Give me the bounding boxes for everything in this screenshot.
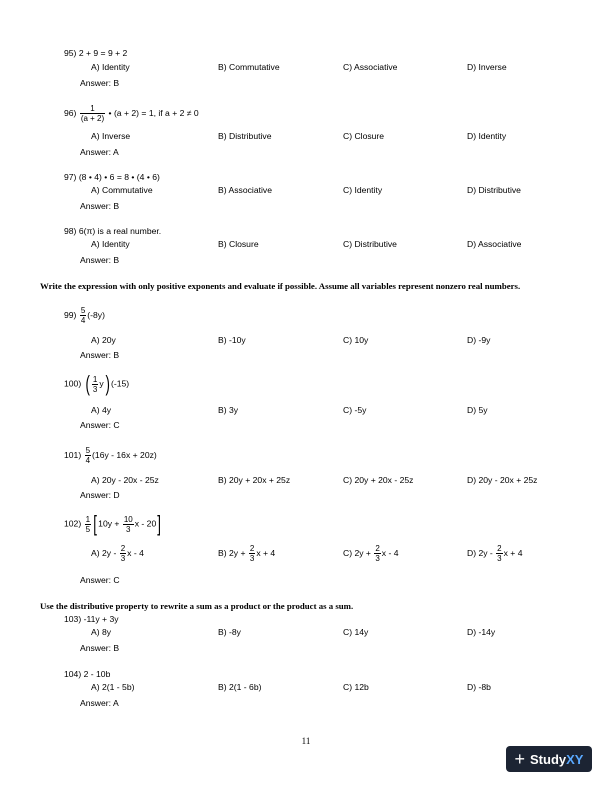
- section-instructions: Write the expression with only positive exponents and evaluate if possible. Assume all variables represent nonzero real numbers.: [40, 281, 521, 291]
- answer: Answer: B: [80, 78, 120, 88]
- question-stem: 2 + 9 = 9 + 2: [78, 48, 128, 58]
- option-d: D) -9y: [467, 335, 491, 345]
- fraction: [120, 544, 126, 563]
- option-d: D) Distributive: [467, 185, 521, 195]
- answer: Answer: C: [80, 575, 120, 585]
- close-bracket: ]: [157, 511, 162, 536]
- numerator: 5: [80, 306, 86, 315]
- option-b: B) 2(1 - 6b): [218, 682, 262, 692]
- question-95: [64, 48, 127, 59]
- option-c: C) 20y + 20x - 25z: [343, 475, 414, 485]
- numerator: 2: [249, 544, 255, 553]
- question-101: [64, 446, 157, 465]
- option-d: [467, 544, 523, 563]
- denominator: 4: [80, 316, 86, 325]
- question-104: [64, 669, 110, 680]
- option-text: x - 4: [127, 547, 144, 558]
- option-d: D) -8b: [467, 682, 491, 692]
- question-stem: (8 • 4) • 6 = 8 • (4 • 6): [78, 172, 160, 182]
- option-b: B) -10y: [218, 335, 246, 345]
- option-a: A) Inverse: [91, 131, 131, 141]
- option-b: B) Distributive: [218, 131, 272, 141]
- open-paren: (: [85, 371, 90, 396]
- option-b: B) 3y: [218, 405, 239, 415]
- question-98: [64, 226, 161, 237]
- option-a: A) Commutative: [91, 185, 153, 195]
- numerator: 2: [497, 544, 502, 553]
- fraction: [92, 375, 98, 394]
- option-text: A) 2y -: [91, 547, 117, 558]
- numerator: 5: [85, 446, 91, 455]
- option-text: B) 2y +: [218, 547, 246, 558]
- option-d: D) -14y: [467, 627, 496, 637]
- fraction: [249, 544, 255, 563]
- question-number: 102): [64, 518, 82, 529]
- option-a: A) 20y - 20x - 25z: [91, 475, 159, 485]
- denominator: (a + 2): [80, 114, 105, 123]
- option-text: x - 4: [381, 547, 399, 558]
- question-number: 104): [64, 669, 82, 679]
- option-d: D) 5y: [467, 405, 488, 415]
- option-c: C) 14y: [343, 627, 369, 637]
- option-b: B) Commutative: [218, 62, 280, 72]
- option-a: [91, 544, 144, 563]
- question-stem: y: [99, 378, 104, 389]
- question-number: 101): [64, 449, 82, 460]
- denominator: 3: [497, 554, 502, 563]
- option-b: B) Associative: [218, 185, 272, 195]
- option-c: C) Identity: [343, 185, 383, 195]
- option-a: A) 8y: [91, 627, 112, 637]
- denominator: 5: [85, 524, 91, 534]
- question-stem: 10y +: [98, 518, 120, 529]
- denominator: 3: [375, 554, 380, 563]
- question-103: [64, 614, 119, 625]
- plus-icon: +: [514, 749, 526, 769]
- answer: Answer: B: [80, 350, 120, 360]
- question-stem: -11y + 3y: [83, 614, 119, 624]
- question-number: 103): [64, 614, 82, 624]
- option-a: A) 4y: [91, 405, 112, 415]
- question-stem: • (a + 2) = 1, if a + 2 ≠ 0: [108, 107, 199, 118]
- option-c: [343, 544, 399, 563]
- fraction: [496, 544, 502, 563]
- fraction: [85, 446, 91, 465]
- fraction: [85, 515, 91, 534]
- question-stem: 6(π) is a real number.: [78, 226, 162, 236]
- question-96: [64, 104, 199, 123]
- fraction: [123, 515, 134, 534]
- denominator: 3: [126, 524, 131, 534]
- answer: Answer: B: [80, 201, 120, 211]
- answer: Answer: A: [80, 147, 119, 157]
- studyxy-badge[interactable]: [506, 746, 592, 772]
- brand-main: Study: [530, 751, 567, 767]
- option-c: C) -5y: [343, 405, 367, 415]
- option-b: [218, 544, 275, 563]
- option-c: C) Closure: [343, 131, 385, 141]
- question-stem: (-15): [111, 378, 130, 389]
- option-text: x + 4: [503, 547, 523, 558]
- option-a: A) Identity: [91, 62, 130, 72]
- page-number: 11: [301, 736, 311, 746]
- option-d: D) Inverse: [467, 62, 507, 72]
- question-number: 98): [64, 226, 77, 236]
- question-100: [64, 371, 130, 396]
- option-a: A) 2(1 - 5b): [91, 682, 135, 692]
- option-b: B) 20y + 20x + 25z: [218, 475, 291, 485]
- option-text: D) 2y -: [467, 547, 493, 558]
- question-stem: x - 20: [134, 518, 157, 529]
- question-stem: (-8y): [87, 309, 105, 320]
- fraction: [374, 544, 380, 563]
- brand-accent: XY: [566, 751, 584, 767]
- question-number: 97): [64, 172, 77, 182]
- option-text: x + 4: [256, 547, 276, 558]
- numerator: 1: [80, 104, 105, 114]
- option-text: C) 2y +: [343, 547, 371, 558]
- fraction: [80, 104, 105, 123]
- denominator: 3: [249, 554, 255, 563]
- numerator: 10: [123, 514, 133, 524]
- option-d: D) Associative: [467, 239, 522, 249]
- option-c: C) Associative: [343, 62, 398, 72]
- numerator: 2: [375, 544, 380, 553]
- option-b: B) Closure: [218, 239, 259, 249]
- open-bracket: [: [93, 511, 97, 536]
- option-c: C) Distributive: [343, 239, 397, 249]
- question-102: [64, 511, 162, 536]
- question-number: 96): [64, 107, 77, 118]
- numerator: 1: [92, 374, 98, 384]
- option-d: D) 20y - 20x + 25z: [467, 475, 538, 485]
- question-stem: (16y - 16x + 20z): [92, 449, 157, 460]
- close-paren: ): [105, 371, 110, 396]
- option-c: C) 10y: [343, 335, 369, 345]
- numerator: 1: [85, 514, 91, 524]
- answer: Answer: A: [80, 698, 119, 708]
- question-99: [64, 306, 105, 325]
- answer: Answer: B: [80, 643, 120, 653]
- option-b: B) -8y: [218, 627, 241, 637]
- denominator: 3: [92, 384, 98, 394]
- denominator: 3: [120, 554, 126, 563]
- question-stem: 2 - 10b: [83, 669, 111, 679]
- option-d: D) Identity: [467, 131, 507, 141]
- question-97: [64, 172, 160, 183]
- question-number: 100): [64, 378, 82, 389]
- answer: Answer: C: [80, 420, 120, 430]
- option-a: A) 20y: [91, 335, 116, 345]
- question-number: 99): [64, 309, 77, 320]
- section-instructions: Use the distributive property to rewrite a sum as a product or the product as a sum.: [40, 601, 354, 611]
- option-c: C) 12b: [343, 682, 369, 692]
- answer: Answer: D: [80, 490, 120, 500]
- option-a: A) Identity: [91, 239, 130, 249]
- denominator: 4: [85, 456, 91, 465]
- fraction: [80, 306, 86, 325]
- numerator: 2: [120, 544, 126, 553]
- question-number: 95): [64, 48, 77, 58]
- answer: Answer: B: [80, 255, 120, 265]
